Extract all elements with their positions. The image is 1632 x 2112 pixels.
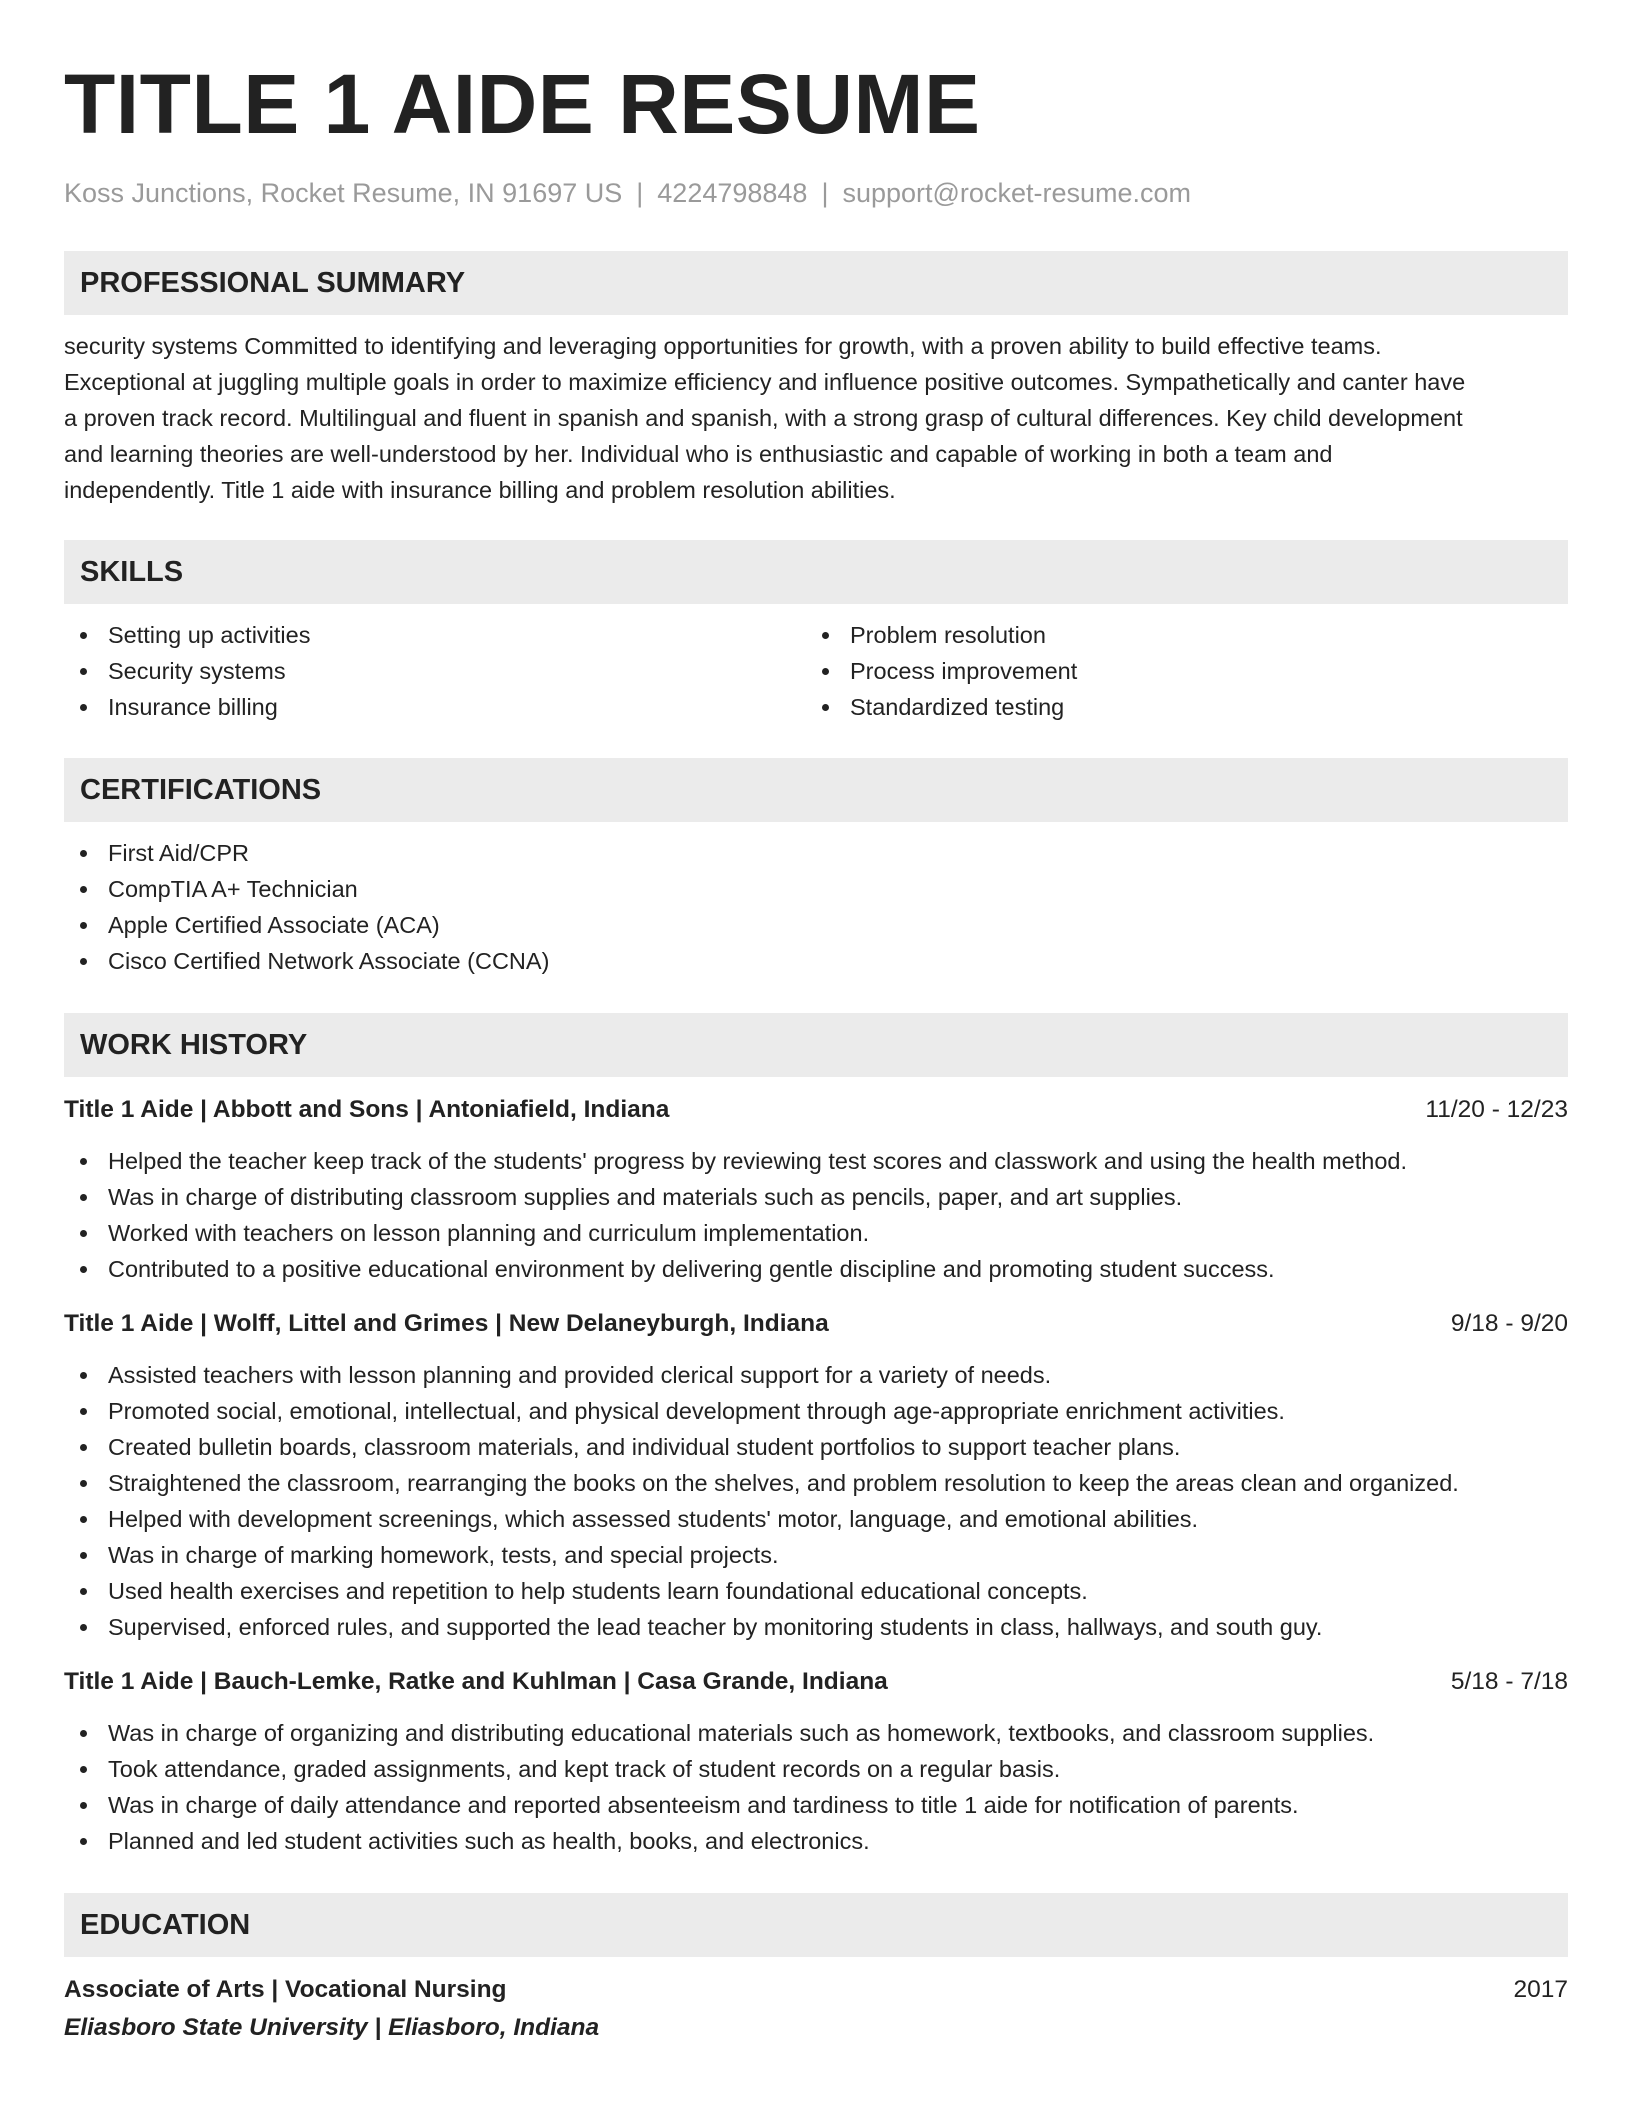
summary-line: a proven track record. Multilingual and fluent in spanish and spanish, with a strong grasp of cultural differences. Key child development	[64, 405, 1463, 431]
summary-line: Exceptional at juggling multiple goals in order to maximize efficiency and influence positive outcomes. Sympathetically and canter have	[64, 369, 1466, 395]
certification-item: CompTIA A+ Technician	[64, 871, 1568, 907]
job-dates: 11/20 - 12/23	[1425, 1096, 1568, 1123]
section-heading-summary: PROFESSIONAL SUMMARY	[64, 251, 1568, 315]
job-header	[64, 1667, 1568, 1697]
summary-line: independently. Title 1 aide with insurance billing and problem resolution abilities.	[64, 477, 896, 503]
certification-item: Cisco Certified Network Associate (CCNA)	[64, 943, 1568, 979]
summary-line: and learning theories are well-understood by her. Individual who is enthusiastic and capable of working in both a team and	[64, 441, 1333, 467]
job-bullets	[64, 1143, 1568, 1287]
skill-item: Security systems	[64, 653, 806, 689]
job-bullet: Used health exercises and repetition to help students learn foundational educational concepts.	[64, 1573, 1568, 1609]
job-bullet: Supervised, enforced rules, and supported the lead teacher by monitoring students in class, hallways, and south guy.	[64, 1609, 1568, 1645]
job-bullet: Promoted social, emotional, intellectual, and physical development through age-appropriate enrichment activities.	[64, 1393, 1568, 1429]
job-entry	[64, 1667, 1568, 1859]
job-dates: 9/18 - 9/20	[1450, 1310, 1568, 1337]
job-bullet: Worked with teachers on lesson planning and curriculum implementation.	[64, 1215, 1568, 1251]
section-heading-education: EDUCATION	[64, 1893, 1568, 1957]
skill-item: Process improvement	[806, 653, 1548, 689]
phone: 4224798848	[657, 178, 808, 208]
job-bullet: Was in charge of organizing and distributing educational materials such as homework, textbooks, and classroom supplies.	[64, 1715, 1568, 1751]
skill-item: Insurance billing	[64, 689, 806, 725]
certifications-list	[64, 835, 1568, 979]
job-dates: 5/18 - 7/18	[1450, 1668, 1568, 1695]
contact-separator: |	[821, 178, 829, 208]
contact-separator: |	[636, 178, 644, 208]
job-entry	[64, 1095, 1568, 1287]
section-heading-certifications: CERTIFICATIONS	[64, 758, 1568, 822]
address: Koss Junctions, Rocket Resume, IN 91697 US	[64, 178, 623, 208]
job-title: Title 1 Aide | Wolff, Littel and Grimes | New Delaneyburgh, Indiana	[64, 1310, 829, 1337]
section-heading-work-history: WORK HISTORY	[64, 1013, 1568, 1077]
summary-text	[64, 328, 1568, 508]
email: support@rocket-resume.com	[842, 178, 1191, 208]
job-title: Title 1 Aide | Abbott and Sons | Antoniafield, Indiana	[64, 1096, 670, 1123]
job-bullets	[64, 1715, 1568, 1859]
job-entry	[64, 1309, 1568, 1645]
skills-column-right	[806, 617, 1548, 725]
job-bullet: Assisted teachers with lesson planning and provided clerical support for a variety of needs.	[64, 1357, 1568, 1393]
job-bullet: Helped the teacher keep track of the students' progress by reviewing test scores and classwork and using the health method.	[64, 1143, 1568, 1179]
contact-line	[64, 180, 1568, 210]
job-header	[64, 1309, 1568, 1339]
job-bullet: Helped with development screenings, which assessed students' motor, language, and emotional abilities.	[64, 1501, 1568, 1537]
resume-page	[64, 0, 1568, 2043]
certification-item: Apple Certified Associate (ACA)	[64, 907, 1568, 943]
job-header	[64, 1095, 1568, 1125]
resume-title: TITLE 1 AIDE RESUME	[64, 57, 981, 151]
skill-item: Setting up activities	[64, 617, 806, 653]
job-bullet: Took attendance, graded assignments, and kept track of student records on a regular basis.	[64, 1751, 1568, 1787]
summary-line: security systems Committed to identifying and leveraging opportunities for growth, with a proven ability to build effective teams.	[64, 333, 1382, 359]
job-bullet: Was in charge of daily attendance and reported absenteeism and tardiness to title 1 aide for notification of parents.	[64, 1787, 1568, 1823]
skill-item: Problem resolution	[806, 617, 1548, 653]
section-heading-skills: SKILLS	[64, 540, 1568, 604]
certification-item: First Aid/CPR	[64, 835, 1568, 871]
education-year: 2017	[1513, 1976, 1568, 2003]
education-header	[64, 1975, 1568, 2005]
job-bullet: Contributed to a positive educational environment by delivering gentle discipline and promoting student success.	[64, 1251, 1568, 1287]
skill-item: Standardized testing	[806, 689, 1548, 725]
job-bullet: Was in charge of distributing classroom supplies and materials such as pencils, paper, and art supplies.	[64, 1179, 1568, 1215]
education-school: Eliasboro State University | Eliasboro, Indiana	[64, 2014, 600, 2041]
job-bullet: Straightened the classroom, rearranging the books on the shelves, and problem resolution to keep the areas clean and organized.	[64, 1465, 1568, 1501]
skills-list	[64, 617, 1568, 725]
job-bullets	[64, 1357, 1568, 1645]
job-title: Title 1 Aide | Bauch-Lemke, Ratke and Kuhlman | Casa Grande, Indiana	[64, 1668, 888, 1695]
education-degree: Associate of Arts | Vocational Nursing	[64, 1976, 507, 2003]
job-bullet: Was in charge of marking homework, tests, and special projects.	[64, 1537, 1568, 1573]
skills-column-left	[64, 617, 806, 725]
job-bullet: Planned and led student activities such as health, books, and electronics.	[64, 1823, 1568, 1859]
job-bullet: Created bulletin boards, classroom materials, and individual student portfolios to support teacher plans.	[64, 1429, 1568, 1465]
